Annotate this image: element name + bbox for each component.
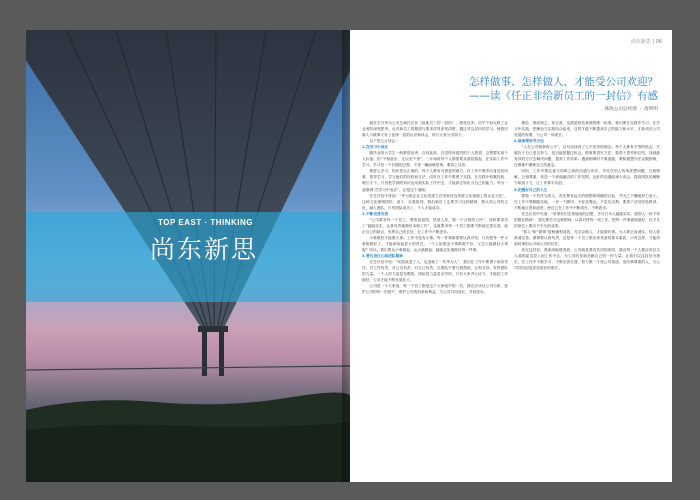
paragraph: “人在公司做事的公平”，这句话体现了公平竞争的理念。每个人都有平等的机会，关键在于自己是否努力，是否能把握住机会。做事要讲究方法，要善于思考和总结，找到最有效的方法去解决问题，提高工作效率。遇到困难时不要退缩，要积极想办法克服困难，在困难中磨炼自己的意志。 <box>514 145 660 168</box>
paragraph: 小事做好才能做大事。工作中没有小事，每一件事都需要认真对待，只有把每一件小事都做好了，才能承担起更大的责任。一个人如果连小事都做不好，又怎么能做好大事呢？所以，我们要从小事做起，从点滴做起，踏踏实实地做好每一件事。 <box>362 235 508 252</box>
paragraph: 公司是一个大家庭，每一个员工都是这个大家庭中的一员，我们应该以公司为家，爱护公司的每一份财产，维护公司的形象和利益，与公司共同成长，共同进步。 <box>362 284 508 295</box>
paragraph: 任总在信中讲到：“华为的企业文化是建立在国家优良传统文化基础上的企业文化”，这种文化强调团结、奋斗、自我批判，我们新员工也要学习这种精神，要认同公司的文化，融入团队，只有团队成功了，个人才能成功。 <box>362 193 508 210</box>
paragraph: 要虚心学习，知识是无止境的，每个人都有可借鉴的地方。在工作中要多向身边的同事、领导学习，学习他们的经验和方法，同时在工作中要勇于实践，在实践中积累经验、增长才干。只有把学到的知识运用到实际工作中去，才能真正转化为自己的能力。华为一直强调“在学习中成长”，正是这个道理。 <box>362 169 508 192</box>
paragraph: 理论，推而知之。常言道，实践是检验真理的唯一标准，我们要在实践中学习，在学习中实践，把理论与实践结合起来，这样才能不断提高自己的能力和水平，才能适应公司发展的需要，与公司一同成长。 <box>514 121 660 138</box>
right-page-article <box>350 30 672 482</box>
paragraph: 任总在信中写道：“希望你们丢掉速成的幻想，学习日本人踏踏实实、德国人一丝不苟的敬业精神”，我们要学习这种精神，认真对待每一项工作，把每一件事做到最好，在平凡的岗位上做出不平凡的业绩。 <box>514 211 660 228</box>
section-subtitle: TOP EAST · THINKING <box>158 218 253 227</box>
paragraph: 同时，工作中要注意与同事之间的沟通与协作，多站在别人的角度想问题，互相理解，互相尊重，营造一个和谐融洽的工作氛围。良好的沟通能减少误会，提高团队的凝聚力和战斗力，让工作事半功倍。 <box>514 169 660 186</box>
section-title: 尚东新思 <box>150 235 259 264</box>
bridge-pier-left <box>202 328 207 376</box>
paragraph: 读完这封信，我深深地感受到，公司就是我们共同的家园，我们每一个人都应该以主人翁的姿态投入到工作中去，为公司的发展贡献自己的一份力量。让我们以这封信为指引，在工作中不断学习，不断完善自我，努力做一个受公司欢迎、受同事尊重的人，与公司共同创造更加美好的明天。 <box>514 247 660 271</box>
paragraph: 最近学习华为公司总裁任正非《致新员工的一封信》，感受良多。信中不但反映了企业者的深刻思考，也对新员工的期望与要求讲得非常清楚，通过对这封信的学习，使我对做人与做事又有了更深一层的认识和体会，现与大家分享如下。 <box>362 121 508 138</box>
paragraph: 要做一个有作为的人，首先要有远大的理想和明确的目标，并为之不懈地努力奋斗。在工作中要脚踏实地，一步一个脚印，不好高骛远，不急功近利。要善于总结经验教训，不断地反思和改进，使自己在工作中不断成长、不断进步。 <box>514 193 660 210</box>
article-title: 怎样做事、怎样做人，才能受公司欢迎？ <box>469 76 658 88</box>
article-column-1 <box>362 120 508 476</box>
paragraph: 刚毕业的大学生一般都很优秀，自视甚高，总觉得有强烈的个人愿望，总想要实现个人价值。但“不积跬步，无以至千里”，一开始时每个人都需要从基层做起，在实际工作中学习。学习是一个长期的过程，不是一蹴而就的事，要持之以恒。 <box>362 151 508 168</box>
section-heading: 5.把握好自己的人生 <box>514 187 548 192</box>
left-page-photo <box>26 30 350 482</box>
bridge-pier-cap <box>198 326 228 332</box>
section-heading: 2.不断完善自我 <box>362 211 389 216</box>
paragraph: 任总在信中说：“实践改造了人，也造就了一代华为人”，我们在工作中要勇于承担责任，对工作负责，对公司负责，对自己负责。在团队中要互相帮助，互相支持，发挥团队的力量。一个人的力量是有限的，团队的力量是无穷的，只有大家齐心协力，才能把工作做好，公司才能不断发展壮大。 <box>362 260 508 283</box>
article-column-2 <box>514 120 660 476</box>
section-heading: 4.做事要讲究方法 <box>514 139 544 144</box>
page-header-label: 尚东新思 | 06 <box>630 39 662 45</box>
section-heading: 3.要有责任心和团队精神 <box>362 254 403 259</box>
section-heading: 1.在学习中成长 <box>362 145 389 150</box>
paragraph: 以下是几点体会： <box>369 139 399 144</box>
paragraph: “做人”和“做事”是相辅相成的，先学会做人，才能做好事。为人要正直诚实，待人要真诚友善，做事要认真负责，这是每一个员工都应该具备的基本素质。只有这样，才能得到同事的认可和公司的信任。 <box>514 229 660 246</box>
article-subtitle: ——读《任正非给新员工的一封信》有感 <box>469 90 658 102</box>
article-byline: 珠海公司总经理 ・ 唐坤明 <box>604 107 658 112</box>
bridge-pier-right <box>219 328 224 376</box>
paragraph: “公司要求每一个员工，要热爱祖国，热爱人民，做一个合格的公民”，同时要求员工“踏踏实实，认真负责地做好本职工作”，这就要求每一个员工都要不断地完善自我，改正自己的缺点，发挥自己的长处，在工作中不断进步。 <box>362 217 508 234</box>
